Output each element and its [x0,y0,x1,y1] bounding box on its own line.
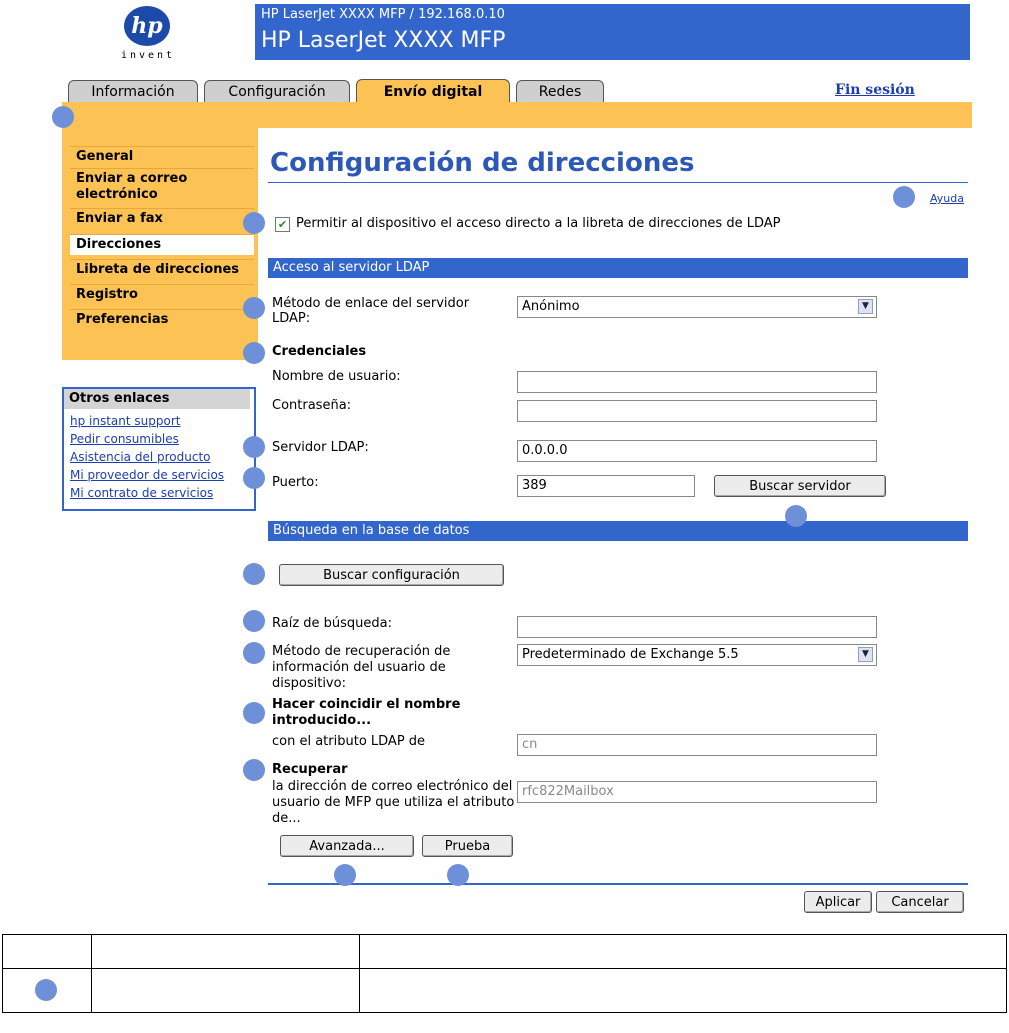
sidebar [62,128,258,360]
other-links-title: Otros enlaces [64,389,250,409]
advanced-button[interactable]: Avanzada... [280,835,414,857]
device-address: HP LaserJet XXXX MFP / 192.168.0.10 [261,7,505,22]
callout-marker [243,563,265,585]
sidebar-item-general[interactable]: General [70,146,254,167]
apply-button[interactable]: Aplicar [804,891,872,913]
ldap-access-label: Permitir al dispositivo el acceso directo a la libreta de direcciones de LDAP [296,216,781,231]
link-contrato[interactable]: Mi contrato de servicios [70,486,214,500]
page-title: Configuración de direcciones [270,148,695,178]
username-input[interactable] [517,371,877,393]
match-heading: Hacer coincidir el nombre introducido... [272,697,461,728]
link-asistencia[interactable]: Asistencia del producto [70,450,211,464]
sidebar-item-libreta[interactable]: Libreta de direcciones [70,259,254,280]
logout-link[interactable]: Fin sesión [835,82,915,98]
tab-redes[interactable]: Redes [516,80,604,102]
tab-envio-digital[interactable]: Envío digital [356,79,510,103]
callout-marker [243,436,265,458]
callout-marker [243,212,265,234]
sidebar-item-registro[interactable]: Registro [70,284,254,305]
match-attr-label: con el atributo LDAP de [272,734,426,749]
hp-logo-mark: hp [124,6,170,46]
retrieval-method-label: Método de recuperación de información del usuario de dispositivo: [272,644,451,691]
port-label: Puerto: [272,475,319,490]
help-link[interactable]: Ayuda [930,192,964,205]
link-proveedor[interactable]: Mi proveedor de servicios [70,468,225,482]
table-cell [92,935,360,969]
callout-marker [243,342,265,364]
bind-method-label: Método de enlace del servidor LDAP: [272,296,470,326]
match-attr-input[interactable]: cn [517,734,877,756]
ldap-server-label: Servidor LDAP: [272,440,369,455]
other-links-box [62,387,256,511]
password-input[interactable] [517,400,877,422]
bind-method-select[interactable] [517,296,877,318]
sidebar-item-email[interactable]: Enviar a correo electrónico [70,168,254,205]
ldap-access-checkbox[interactable]: ✔ [275,217,290,232]
sidebar-item-direcciones[interactable]: Direcciones [70,234,254,255]
ldap-server-input[interactable]: 0.0.0.0 [517,440,877,462]
callout-marker [334,864,356,886]
header-banner [255,4,970,60]
bottom-divider [268,883,968,885]
callout-marker [893,186,915,208]
chevron-down-icon: ▼ [858,647,873,662]
section-database-search: Búsqueda en la base de datos [268,521,968,541]
sidebar-item-preferencias[interactable]: Preferencias [70,309,254,330]
callout-marker [243,610,265,632]
tab-informacion[interactable]: Información [68,80,198,102]
table-cell [360,969,1007,1013]
username-label: Nombre de usuario: [272,369,401,384]
tab-configuracion[interactable]: Configuración [204,80,350,102]
title-divider [268,182,968,183]
table-cell [3,935,92,969]
bind-method-value: Anónimo [522,299,580,314]
callout-marker [243,642,265,664]
section-ldap-access: Acceso al servidor LDAP [268,258,968,278]
table-cell [3,969,92,1013]
callout-marker [243,297,265,319]
callout-marker [243,702,265,724]
callout-legend-table [2,934,1007,1013]
callout-marker [785,505,807,527]
retrieve-attr-input[interactable]: rfc822Mailbox [517,781,877,803]
retrieval-method-value: Predeterminado de Exchange 5.5 [522,647,739,662]
search-root-label: Raíz de búsqueda: [272,616,393,631]
credentials-heading: Credenciales [272,344,367,359]
hp-logo [110,6,186,64]
tab-strip-bar [62,102,972,128]
callout-marker [447,864,469,886]
retrieve-attr-label: la dirección de correo electrónico del usuario de MFP que utiliza el atributo de... [272,779,515,826]
callout-marker [52,106,74,128]
link-pedir-consumibles[interactable]: Pedir consumibles [70,432,179,446]
table-cell [92,969,360,1013]
cancel-button[interactable]: Cancelar [876,891,964,913]
retrieve-heading: Recuperar [272,762,348,777]
retrieval-method-select[interactable] [517,644,877,666]
callout-marker [243,759,265,781]
port-input[interactable]: 389 [517,475,695,497]
device-title: HP LaserJet XXXX MFP [261,28,506,53]
password-label: Contraseña: [272,398,352,413]
link-instant-support[interactable]: hp instant support [70,414,181,428]
hp-logo-tagline: invent [120,50,176,61]
sidebar-item-fax[interactable]: Enviar a fax [70,208,254,229]
find-settings-button[interactable]: Buscar configuración [279,564,504,586]
chevron-down-icon: ▼ [858,299,873,314]
callout-marker [35,979,57,1001]
search-root-input[interactable] [517,616,877,638]
table-cell [360,935,1007,969]
find-server-button[interactable]: Buscar servidor [714,475,886,497]
test-button[interactable]: Prueba [422,835,513,857]
callout-marker [243,467,265,489]
